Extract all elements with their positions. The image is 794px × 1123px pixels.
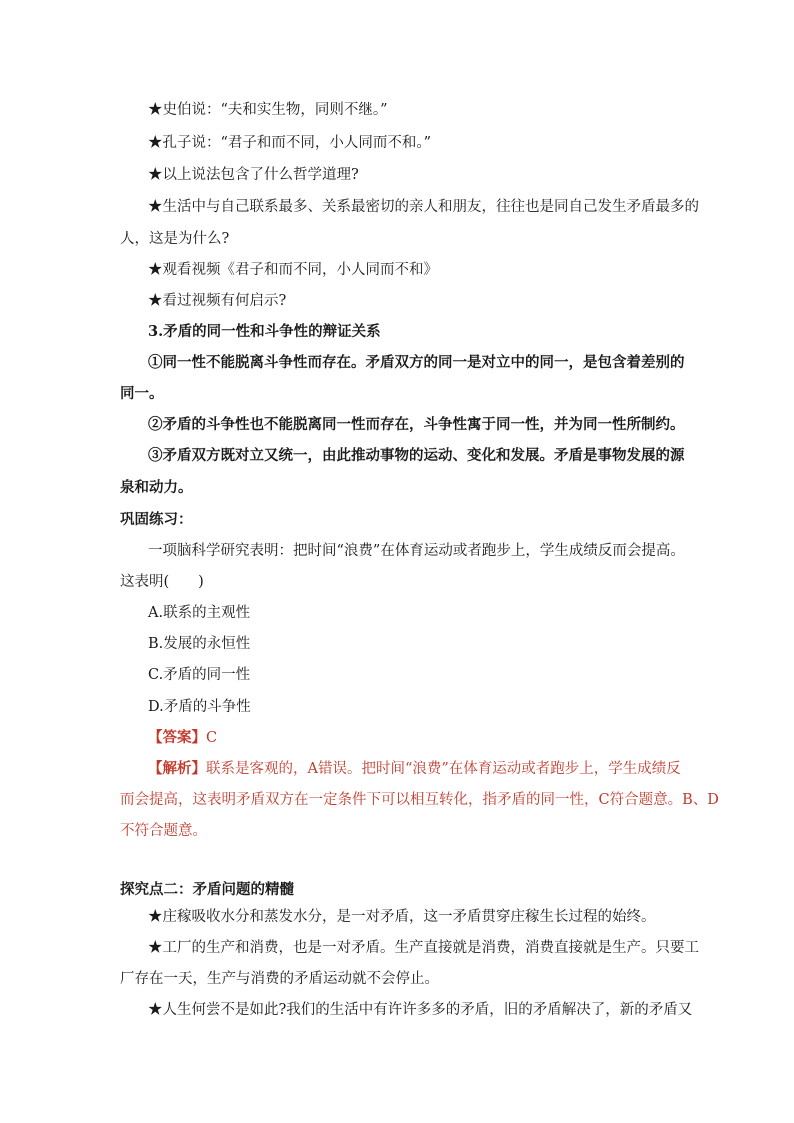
analysis-text: 不符合题意。 (120, 823, 207, 839)
paragraph: ★看过视频有何启示? (148, 293, 287, 309)
paragraph: ★以上说法包含了什么哲学道理? (148, 167, 359, 183)
paragraph: 厂存在一天，生产与消费的矛盾运动就不会停止。 (120, 971, 439, 987)
paragraph: ②矛盾的斗争性也不能脱离同一性而存在，斗争性寓于同一性，并为同一性所制约。 (148, 416, 685, 433)
section-heading: 探究点二：矛盾问题的精髓 (120, 881, 294, 898)
analysis-tag: 【解析】 (148, 760, 206, 777)
section-title: 3.矛盾的同一性和斗争性的辩证关系 (148, 323, 381, 340)
paragraph: ★人生何尝不是如此?我们的生活中有许许多多的矛盾，旧的矛盾解决了，新的矛盾又 (148, 1002, 693, 1018)
option-b: B.发展的永恒性 (148, 636, 251, 652)
paragraph: ①同一性不能脱离斗争性而存在。矛盾双方的同一是对立中的同一，是包含着差别的 (148, 354, 685, 371)
paragraph: ★孔子说：“君子和而不同，小人同而不和。” (148, 135, 432, 151)
analysis-text: 而会提高，这表明矛盾双方在一定条件下可以相互转化，指矛盾的同一性，C符合题意。B、D (120, 792, 719, 808)
paragraph: ★观看视频《君子和而不同，小人同而不和》 (148, 262, 438, 278)
paragraph: ★庄稼吸收水分和蒸发水分，是一对矛盾，这一矛盾贯穿庄稼生长过程的始终。 (148, 909, 656, 925)
paragraph: ★工厂的生产和消费，也是一对矛盾。生产直接就是消费，消费直接就是生产。只要工 (148, 940, 699, 956)
paragraph: 同一。 (120, 385, 164, 402)
exercise-heading: 巩固练习： (120, 511, 193, 528)
answer-value: C (206, 730, 218, 746)
option-c: C.矛盾的同一性 (148, 667, 251, 683)
paragraph: 人，这是为什么? (120, 231, 230, 247)
option-d: D.矛盾的斗争性 (148, 699, 251, 715)
paragraph: ③矛盾双方既对立又统一，由此推动事物的运动、变化和发展。矛盾是事物发展的源 (148, 447, 685, 464)
analysis (148, 759, 681, 779)
answer-tag: 【答案】 (148, 729, 206, 746)
question: 这表明( ) (120, 574, 204, 590)
question: 一项脑科学研究表明：把时间“浪费”在体育运动或者跑步上，学生成绩反而会提高。 (148, 543, 685, 559)
option-a: A.联系的主观性 (148, 605, 251, 621)
paragraph: 泉和动力。 (120, 479, 193, 496)
answer (148, 728, 217, 748)
analysis-text: 联系是客观的，A错误。把时间“浪费”在体育运动或者跑步上，学生成绩反 (206, 761, 681, 777)
paragraph: ★生活中与自己联系最多、关系最密切的亲人和朋友，往往也是同自己发生矛盾最多的 (148, 199, 699, 215)
paragraph: ★史伯说：“夫和实生物，同则不继。” (148, 102, 388, 118)
